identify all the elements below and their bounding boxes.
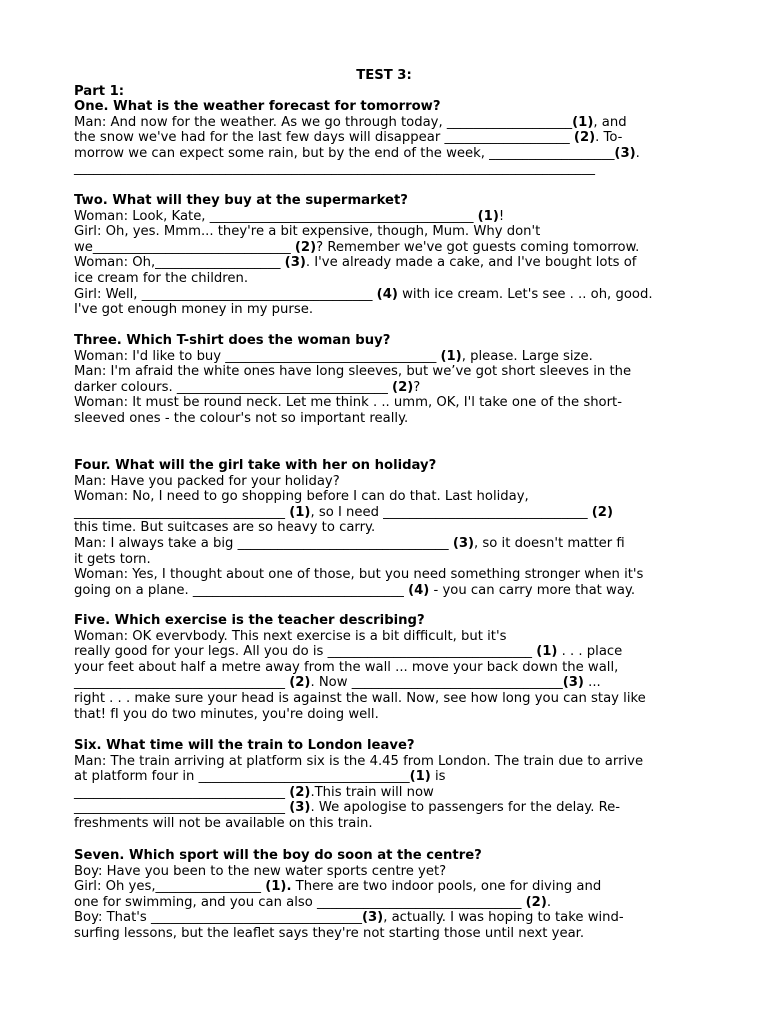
line-text: it gets torn. [74, 551, 151, 567]
blank-number: (3) [289, 800, 311, 816]
part-label [74, 84, 714, 100]
dialogue-line [74, 629, 714, 645]
line-text: ________________________________ [74, 800, 290, 816]
line-text: . Now ________________________________ [310, 675, 563, 691]
dialogue-line [74, 707, 714, 723]
blank-number: (3) [452, 535, 475, 551]
blank-number: (2) [392, 379, 414, 395]
dialogue-line [74, 552, 714, 568]
blank-number: (3) [284, 255, 306, 271]
blank-number: (1) [289, 504, 311, 520]
dialogue-line [74, 520, 714, 536]
line-text: Woman: OK evervbody. This next exercise is a bit difficult, but it's [74, 628, 507, 644]
blank-number: (2) [573, 130, 596, 146]
dialogue-line [74, 240, 714, 256]
line-text: .This train will now [310, 784, 434, 800]
dialogue-line [74, 255, 714, 271]
dialogue-line [74, 895, 714, 911]
line-text: , so I need _______________________________ [310, 504, 592, 520]
line-text: , so it doesn't matter fi [474, 535, 625, 551]
line-text: There are two indoor pools, one for diving and [291, 879, 602, 895]
line-text: right . . . make sure your head is against the wall. Now, see how long you can stay like [74, 690, 646, 706]
line-text: darker colours. ________________________________ [74, 379, 393, 395]
line-text: that! fI you do two minutes, you're doing well. [74, 706, 379, 722]
line-text: Woman: No, I need to go shopping before I can do that. Last holiday, [74, 489, 529, 505]
line-text: Man: I always take a big ________________________________ [74, 535, 453, 551]
line-text: ! [498, 208, 505, 224]
section-six [74, 738, 714, 832]
line-text: Boy: That's ________________________________ [74, 910, 362, 926]
dialogue-line [74, 161, 714, 177]
line-text: Man: I'm afraid the white ones have long sleeves, but we’ve got short sleeves in the [74, 364, 632, 380]
dialogue-line [74, 926, 714, 942]
line-text: , and [593, 114, 627, 130]
line-text: is [430, 769, 446, 785]
dialogue-line [74, 910, 714, 926]
line-text: the snow we've had for the last few days will disappear ___________________ [74, 130, 574, 146]
line-text: ice cream for the children. [74, 270, 249, 286]
blank-number: (1) [572, 114, 594, 130]
line-text: freshments will not be available on this train. [74, 815, 373, 831]
dialogue-line [74, 567, 714, 583]
line-text: , please. Large size. [461, 348, 593, 364]
dialogue-line [74, 864, 714, 880]
line-text: . To- [595, 130, 623, 146]
dialogue-line [74, 754, 714, 770]
blank-number: (2) [525, 894, 547, 910]
dialogue-line [74, 224, 714, 240]
dialogue-line [74, 209, 714, 225]
line-text: sleeved ones - the colour's not so important really. [74, 410, 409, 426]
question-heading: One. What is the weather forecast for tomorrow? [74, 99, 441, 114]
dialogue-line [74, 271, 714, 287]
dialogue-line [74, 505, 714, 521]
question-heading: Three. Which T-shirt does the woman buy? [74, 333, 391, 348]
line-text: ... [583, 675, 601, 691]
section-three [74, 333, 714, 427]
dialogue-line [74, 879, 714, 895]
line-text: this time. But suitcases are so heavy to carry. [74, 520, 376, 536]
dialogue-line [74, 115, 714, 131]
question-heading: Five. Which exercise is the teacher describing? [74, 613, 425, 628]
question-heading: Two. What will they buy at the supermarket? [74, 193, 408, 208]
blank-number: (2) [289, 784, 311, 800]
blank-number: (3) [614, 145, 636, 161]
question-heading: Six. What time will the train to London leave? [74, 738, 415, 753]
blank-number: (1) [440, 348, 462, 364]
blank-number: (1) [477, 208, 499, 224]
line-text: going on a plane. ________________________________ [74, 582, 409, 598]
blank-number: (1). [265, 879, 292, 895]
dialogue-line [74, 785, 714, 801]
blank-number: (4) [376, 286, 398, 302]
dialogue-line [74, 816, 714, 832]
line-text: ? Remember we've got guests coming tomorrow. [316, 239, 640, 255]
line-text: Woman: Oh,___________________ [74, 255, 285, 271]
line-text: . We apologise to passengers for the delay. Re- [310, 800, 621, 816]
line-text: morrow we can expect some rain, but by the end of the week, ___________________ [74, 145, 615, 161]
line-text: Girl: Oh yes,________________ [74, 879, 266, 895]
dialogue-line [74, 349, 714, 365]
blank-number: (3) [562, 675, 584, 691]
dialogue-line [74, 660, 714, 676]
line-text: with ice cream. Let's see . .. oh, good. [397, 286, 653, 302]
dialogue-line [74, 800, 714, 816]
line-text: . [635, 145, 640, 161]
dialogue-line [74, 769, 714, 785]
dialogue-line [74, 380, 714, 396]
line-text: really good for your legs. All you do is _______________________________ [74, 644, 537, 660]
line-text: . [546, 894, 552, 910]
dialogue-line [74, 411, 714, 427]
blank-number: (2) [294, 239, 317, 255]
line-text: ________________________________ [74, 504, 290, 520]
line-text: ________________________________ [74, 675, 290, 691]
line-text: your feet about half a metre away from the wall ... move your back down the wall, [74, 659, 619, 675]
section-four [74, 458, 714, 598]
section-two [74, 193, 714, 318]
line-text: Girl: Well, ___________________________________ [74, 286, 377, 302]
line-text: we______________________________ [74, 239, 295, 255]
line-text: Boy: Have you been to the new water sports centre yet? [74, 863, 447, 879]
section-seven [74, 848, 714, 942]
line-text: ________________________________ [74, 784, 290, 800]
line-text: Woman: It must be round neck. Let me think . .. umm, OK, I'l take one of the short- [74, 395, 622, 411]
line-text: surfing lessons, but the leaflet says they're not starting those until next year. [74, 925, 585, 941]
line-text: , actually. I was hoping to take wind- [383, 910, 624, 926]
blank-number: (4) [408, 582, 430, 598]
dialogue-line [74, 130, 714, 146]
line-text: - you can carry more that way. [429, 582, 636, 598]
line-text: Girl: Oh, yes. Mmm... they're a bit expensive, though, Mum. Why don't [74, 224, 541, 240]
question-heading: Four. What will the girl take with her on holiday? [74, 458, 437, 473]
line-text: ? [413, 379, 421, 395]
blank-number: (2) [591, 504, 614, 520]
line-text: . I've already made a cake, and I've bought lots of [305, 255, 637, 271]
dialogue-line [74, 691, 714, 707]
line-text: Man: Have you packed for your holiday? [74, 473, 340, 489]
blank-number: (1) [536, 644, 558, 660]
line-text: Man: And now for the weather. As we go through today, ___________________ [74, 114, 573, 130]
dialogue-line [74, 287, 714, 303]
dialogue-line [74, 302, 714, 318]
blank-number: (1) [409, 769, 431, 785]
dialogue-line [74, 364, 714, 380]
dialogue-line [74, 536, 714, 552]
line-text: Woman: Look, Kate, ________________________________________ [74, 208, 478, 224]
line-text: I've got enough money in my purse. [74, 302, 314, 318]
dialogue-line [74, 395, 714, 411]
section-one [74, 99, 714, 177]
line-text: Woman: Yes, I thought about one of those, but you need something stronger when it's [74, 567, 644, 583]
dialogue-line [74, 583, 714, 599]
section-five [74, 613, 714, 722]
blank-number: (2) [289, 675, 311, 691]
line-text: at platform four in ________________________________ [74, 769, 410, 785]
dialogue-line [74, 675, 714, 691]
dialogue-line [74, 474, 714, 490]
dialogue-line [74, 644, 714, 660]
dialogue-line [74, 146, 714, 162]
question-heading: Seven. Which sport will the boy do soon at the centre? [74, 848, 482, 863]
line-text: Man: The train arriving at platform six is the 4.45 from London. The train due to arrive [74, 753, 644, 769]
part-heading: Part 1: [74, 84, 125, 99]
blank-number: (3) [361, 910, 384, 926]
line-text: one for swimming, and you can also _______________________________ [74, 894, 526, 910]
dialogue-line [74, 489, 714, 505]
page-title: TEST 3: [356, 68, 412, 83]
line-text: _______________________________________________________________________________ [74, 161, 595, 177]
line-text: Woman: I'd like to buy ________________________________ [74, 348, 441, 364]
line-text: . . . place [557, 644, 623, 660]
